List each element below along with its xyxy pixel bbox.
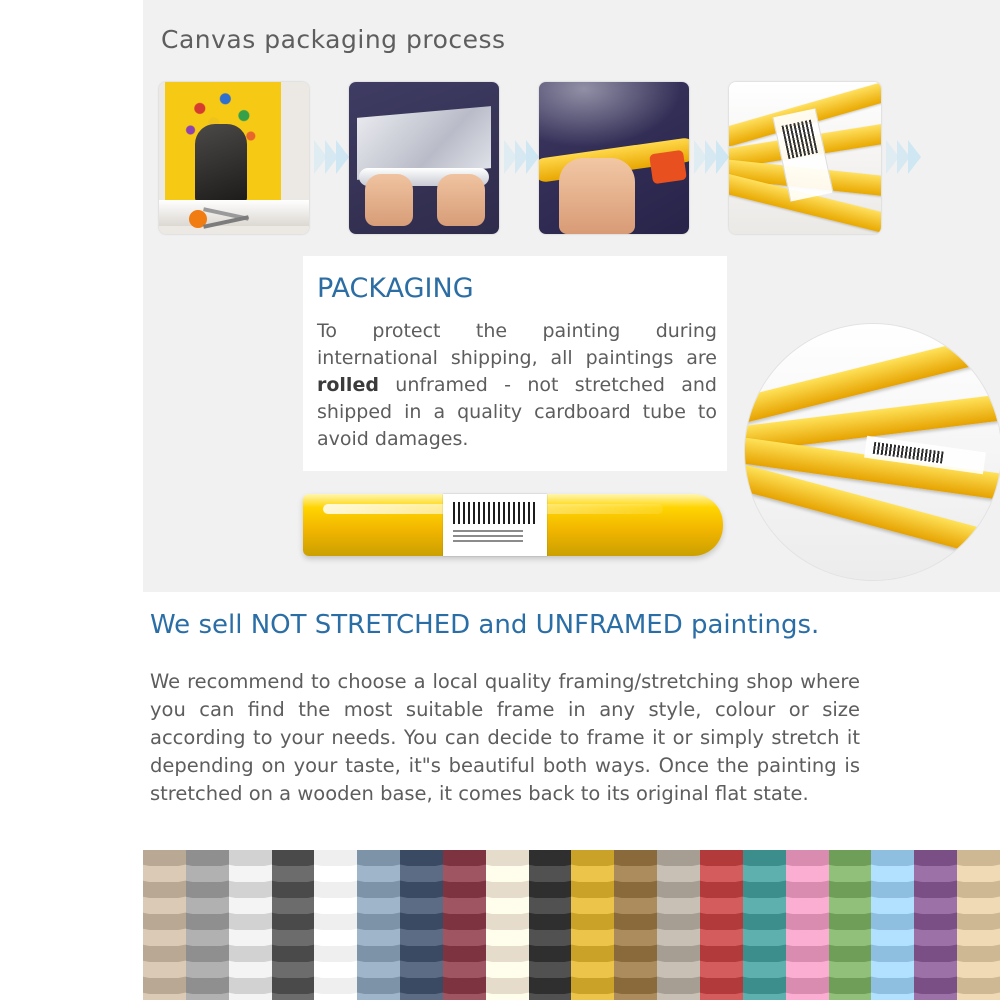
frame-chevron	[829, 930, 872, 947]
frame-chevron	[829, 866, 872, 883]
frame-sample-pink[interactable]	[786, 850, 829, 1000]
frame-chevron	[143, 930, 186, 947]
frame-chevron	[829, 994, 872, 1000]
frame-chevron	[614, 898, 657, 915]
frame-chevron	[957, 978, 1000, 995]
frame-chevron	[357, 962, 400, 979]
frame-chevron	[443, 898, 486, 915]
frame-chevron	[272, 866, 315, 883]
frame-chevron	[143, 978, 186, 995]
frame-chevron	[786, 978, 829, 995]
frame-chevron	[272, 930, 315, 947]
frame-chevron	[571, 946, 614, 963]
frame-chevron	[486, 978, 529, 995]
frame-chevron	[229, 994, 272, 1000]
frame-chevron	[786, 898, 829, 915]
frame-chevron	[914, 898, 957, 915]
frame-chevron	[400, 946, 443, 963]
frame-chevron	[871, 946, 914, 963]
frame-sample-warm-grey[interactable]	[657, 850, 700, 1000]
packaging-body-emphasis: rolled	[317, 374, 379, 396]
frame-chevron	[786, 946, 829, 963]
frame-chevron	[229, 962, 272, 979]
process-arrow-3-icon	[694, 140, 734, 174]
frame-chevron	[486, 882, 529, 899]
frame-chevron	[829, 898, 872, 915]
frame-sample-gold[interactable]	[571, 850, 614, 1000]
frame-chevron	[486, 866, 529, 883]
frame-chevron	[272, 882, 315, 899]
frame-chevron	[229, 898, 272, 915]
frame-sample-cream[interactable]	[486, 850, 529, 1000]
frame-chevron	[700, 850, 743, 867]
frame-chevron	[143, 946, 186, 963]
frame-chevron	[786, 962, 829, 979]
frame-chevron	[700, 930, 743, 947]
frame-chevron	[614, 962, 657, 979]
frame-chevron	[529, 898, 572, 915]
frame-chevron	[657, 914, 700, 931]
frame-chevron	[357, 930, 400, 947]
frame-chevron	[871, 962, 914, 979]
frame-chevron	[229, 850, 272, 867]
frame-chevron	[914, 914, 957, 931]
frame-sample-taupe[interactable]	[143, 850, 186, 1000]
frame-chevron	[229, 882, 272, 899]
frame-sample-burgundy[interactable]	[443, 850, 486, 1000]
frame-chevron	[314, 898, 357, 915]
frame-chevron	[743, 978, 786, 995]
frame-chevron	[957, 914, 1000, 931]
frame-chevron	[829, 962, 872, 979]
process-step-4-finished-tubes	[729, 82, 881, 234]
step3-tape-dispenser	[649, 150, 687, 184]
frame-chevron	[914, 850, 957, 867]
frame-chevron	[914, 994, 957, 1000]
frame-chevron	[529, 946, 572, 963]
frame-chevron	[443, 978, 486, 995]
frame-chevron	[400, 930, 443, 947]
frame-chevron	[314, 994, 357, 1000]
process-arrow-1-icon	[314, 140, 354, 174]
frame-chevron	[700, 898, 743, 915]
frame-chevron	[443, 850, 486, 867]
frame-sample-grey[interactable]	[186, 850, 229, 1000]
frame-chevron	[314, 946, 357, 963]
frame-chevron	[914, 882, 957, 899]
frame-chevron	[529, 882, 572, 899]
frame-chevron	[743, 914, 786, 931]
frame-chevron	[829, 850, 872, 867]
frame-chevron	[314, 978, 357, 995]
frame-chevron	[743, 946, 786, 963]
frame-chevron	[700, 962, 743, 979]
frame-sample-bronze[interactable]	[614, 850, 657, 1000]
frame-chevron	[871, 978, 914, 995]
frame-sample-light-blue[interactable]	[871, 850, 914, 1000]
frame-chevron	[314, 882, 357, 899]
frame-chevron	[914, 930, 957, 947]
frame-chevron	[871, 882, 914, 899]
frame-chevron	[272, 978, 315, 995]
process-arrow-2-icon	[504, 140, 544, 174]
banner-title: Canvas packaging process	[161, 25, 506, 54]
frame-chevron	[700, 978, 743, 995]
frame-chevron	[786, 882, 829, 899]
frame-chevron	[700, 994, 743, 1000]
frame-chevron	[571, 850, 614, 867]
frame-chevron	[529, 962, 572, 979]
frame-chevron	[700, 866, 743, 883]
step2-left-hand	[365, 174, 413, 226]
frame-chevron	[357, 978, 400, 995]
frame-chevron	[657, 978, 700, 995]
frame-chevron	[272, 898, 315, 915]
frame-chevron	[186, 930, 229, 947]
frame-chevron	[743, 930, 786, 947]
frame-chevron	[486, 850, 529, 867]
process-step-1-cut-canvas	[159, 82, 309, 234]
frame-chevron	[229, 866, 272, 883]
frame-chevron	[957, 962, 1000, 979]
frame-sample-navy[interactable]	[400, 850, 443, 1000]
frame-chevron	[357, 882, 400, 899]
frame-chevron	[272, 962, 315, 979]
frame-chevron	[486, 962, 529, 979]
frame-chevron	[186, 994, 229, 1000]
scissors-icon	[187, 200, 251, 234]
step3-hand	[559, 158, 635, 234]
frame-chevron	[614, 994, 657, 1000]
recommendation-paragraph: We recommend to choose a local quality framing/stretching shop where you can find the most suitable frame in any style, colour or size according to your needs. You can decide to frame it or simply stretch it depending on your taste, it"s beautiful both ways. Once the painting is stretched on a wooden base, it comes back to its original flat state.	[150, 670, 860, 805]
frame-chevron	[400, 898, 443, 915]
frame-chevron	[914, 978, 957, 995]
frame-samples-strip	[143, 850, 1000, 1000]
frame-chevron	[743, 882, 786, 899]
frame-chevron	[571, 914, 614, 931]
frame-chevron	[871, 930, 914, 947]
frame-chevron	[229, 978, 272, 995]
frame-chevron	[443, 882, 486, 899]
frame-chevron	[143, 962, 186, 979]
frame-chevron	[357, 946, 400, 963]
sell-heading: We sell NOT STRETCHED and UNFRAMED paintings.	[150, 610, 820, 640]
frame-chevron	[400, 994, 443, 1000]
frame-chevron	[786, 914, 829, 931]
frame-chevron	[229, 946, 272, 963]
frame-chevron	[186, 978, 229, 995]
frame-chevron	[829, 978, 872, 995]
frame-chevron	[571, 962, 614, 979]
frame-chevron	[143, 914, 186, 931]
frame-chevron	[229, 914, 272, 931]
frame-sample-plum[interactable]	[914, 850, 957, 1000]
frame-chevron	[571, 882, 614, 899]
frame-chevron	[657, 946, 700, 963]
frame-chevron	[871, 850, 914, 867]
frame-chevron	[314, 914, 357, 931]
frame-chevron	[700, 946, 743, 963]
frame-chevron	[700, 914, 743, 931]
frame-chevron	[186, 946, 229, 963]
frame-chevron	[614, 978, 657, 995]
process-strip	[159, 82, 989, 234]
frame-sample-charcoal[interactable]	[272, 850, 315, 1000]
tubes-closeup-circle-photo	[745, 324, 1000, 580]
packaging-body-part1: To protect the painting during international shipping, all paintings are	[317, 320, 717, 369]
frame-chevron	[272, 946, 315, 963]
frame-chevron	[614, 850, 657, 867]
frame-chevron	[571, 978, 614, 995]
frame-chevron	[272, 850, 315, 867]
frame-chevron	[443, 930, 486, 947]
frame-chevron	[957, 898, 1000, 915]
frame-chevron	[957, 930, 1000, 947]
frame-chevron	[657, 882, 700, 899]
frame-chevron	[614, 882, 657, 899]
frame-chevron	[657, 994, 700, 1000]
frame-chevron	[700, 882, 743, 899]
frame-chevron	[957, 866, 1000, 883]
frame-chevron	[743, 898, 786, 915]
process-arrow-4-icon	[886, 140, 926, 174]
frame-chevron	[186, 866, 229, 883]
frame-chevron	[186, 962, 229, 979]
frame-chevron	[272, 994, 315, 1000]
frame-chevron	[400, 978, 443, 995]
frame-sample-red[interactable]	[700, 850, 743, 1000]
frame-chevron	[829, 882, 872, 899]
process-step-2-wrap-plastic	[349, 82, 499, 234]
frame-chevron	[186, 898, 229, 915]
frame-chevron	[529, 978, 572, 995]
frame-chevron	[314, 866, 357, 883]
frame-chevron	[272, 914, 315, 931]
frame-sample-silver[interactable]	[229, 850, 272, 1000]
frame-chevron	[571, 898, 614, 915]
frame-chevron	[786, 866, 829, 883]
packaging-title: PACKAGING	[317, 273, 474, 304]
frame-chevron	[486, 898, 529, 915]
tube-barcode-label	[443, 494, 547, 556]
frame-chevron	[529, 994, 572, 1000]
rolled-canvas-tube-photo	[303, 480, 723, 572]
frame-chevron	[657, 850, 700, 867]
frame-chevron	[571, 994, 614, 1000]
packaging-process-banner	[143, 0, 1000, 592]
frame-sample-sand[interactable]	[957, 850, 1000, 1000]
frame-chevron	[357, 850, 400, 867]
frame-chevron	[314, 930, 357, 947]
step1-figure-silhouette	[195, 124, 247, 202]
process-step-3-tape-tube	[539, 82, 689, 234]
frame-chevron	[614, 914, 657, 931]
frame-chevron	[314, 850, 357, 867]
frame-chevron	[486, 994, 529, 1000]
frame-chevron	[571, 930, 614, 947]
frame-chevron	[529, 930, 572, 947]
frame-chevron	[871, 866, 914, 883]
frame-chevron	[743, 994, 786, 1000]
frame-chevron	[871, 898, 914, 915]
frame-chevron	[957, 882, 1000, 899]
frame-chevron	[614, 930, 657, 947]
frame-chevron	[443, 866, 486, 883]
frame-chevron	[400, 962, 443, 979]
frame-chevron	[871, 914, 914, 931]
frame-chevron	[357, 914, 400, 931]
frame-chevron	[443, 946, 486, 963]
frame-chevron	[229, 930, 272, 947]
frame-chevron	[486, 914, 529, 931]
frame-chevron	[614, 866, 657, 883]
frame-chevron	[529, 914, 572, 931]
step2-right-hand	[437, 174, 485, 226]
frame-chevron	[571, 866, 614, 883]
frame-chevron	[829, 914, 872, 931]
frame-chevron	[957, 994, 1000, 1000]
frame-chevron	[443, 994, 486, 1000]
frame-chevron	[914, 866, 957, 883]
frame-chevron	[357, 866, 400, 883]
frame-sample-teal[interactable]	[743, 850, 786, 1000]
frame-chevron	[743, 866, 786, 883]
packaging-body-part2: unframed - not stretched and shipped in a quality cardboard tube to avoid damages.	[317, 374, 717, 450]
frame-chevron	[443, 962, 486, 979]
frame-chevron	[957, 850, 1000, 867]
frame-chevron	[143, 994, 186, 1000]
frame-chevron	[743, 962, 786, 979]
frame-chevron	[829, 946, 872, 963]
frame-sample-black[interactable]	[529, 850, 572, 1000]
frame-chevron	[400, 850, 443, 867]
frame-chevron	[743, 850, 786, 867]
frame-chevron	[914, 946, 957, 963]
frame-chevron	[657, 898, 700, 915]
frame-chevron	[529, 850, 572, 867]
frame-chevron	[914, 962, 957, 979]
frame-sample-white[interactable]	[314, 850, 357, 1000]
frame-chevron	[786, 994, 829, 1000]
frame-chevron	[786, 850, 829, 867]
frame-sample-green[interactable]	[829, 850, 872, 1000]
frame-chevron	[143, 882, 186, 899]
frame-chevron	[657, 930, 700, 947]
frame-chevron	[186, 882, 229, 899]
frame-chevron	[657, 866, 700, 883]
frame-chevron	[186, 850, 229, 867]
frame-chevron	[957, 946, 1000, 963]
frame-chevron	[614, 946, 657, 963]
frame-chevron	[529, 866, 572, 883]
frame-chevron	[357, 898, 400, 915]
packaging-body	[317, 318, 717, 453]
frame-chevron	[486, 946, 529, 963]
frame-sample-blue-grey[interactable]	[357, 850, 400, 1000]
frame-chevron	[400, 882, 443, 899]
frame-chevron	[400, 914, 443, 931]
frame-chevron	[657, 962, 700, 979]
frame-chevron	[357, 994, 400, 1000]
frame-chevron	[486, 930, 529, 947]
packaging-info-card	[303, 256, 727, 471]
frame-chevron	[871, 994, 914, 1000]
frame-chevron	[143, 850, 186, 867]
frame-chevron	[186, 914, 229, 931]
frame-chevron	[143, 866, 186, 883]
frame-chevron	[400, 866, 443, 883]
frame-chevron	[314, 962, 357, 979]
frame-chevron	[143, 898, 186, 915]
frame-chevron	[786, 930, 829, 947]
frame-chevron	[443, 914, 486, 931]
